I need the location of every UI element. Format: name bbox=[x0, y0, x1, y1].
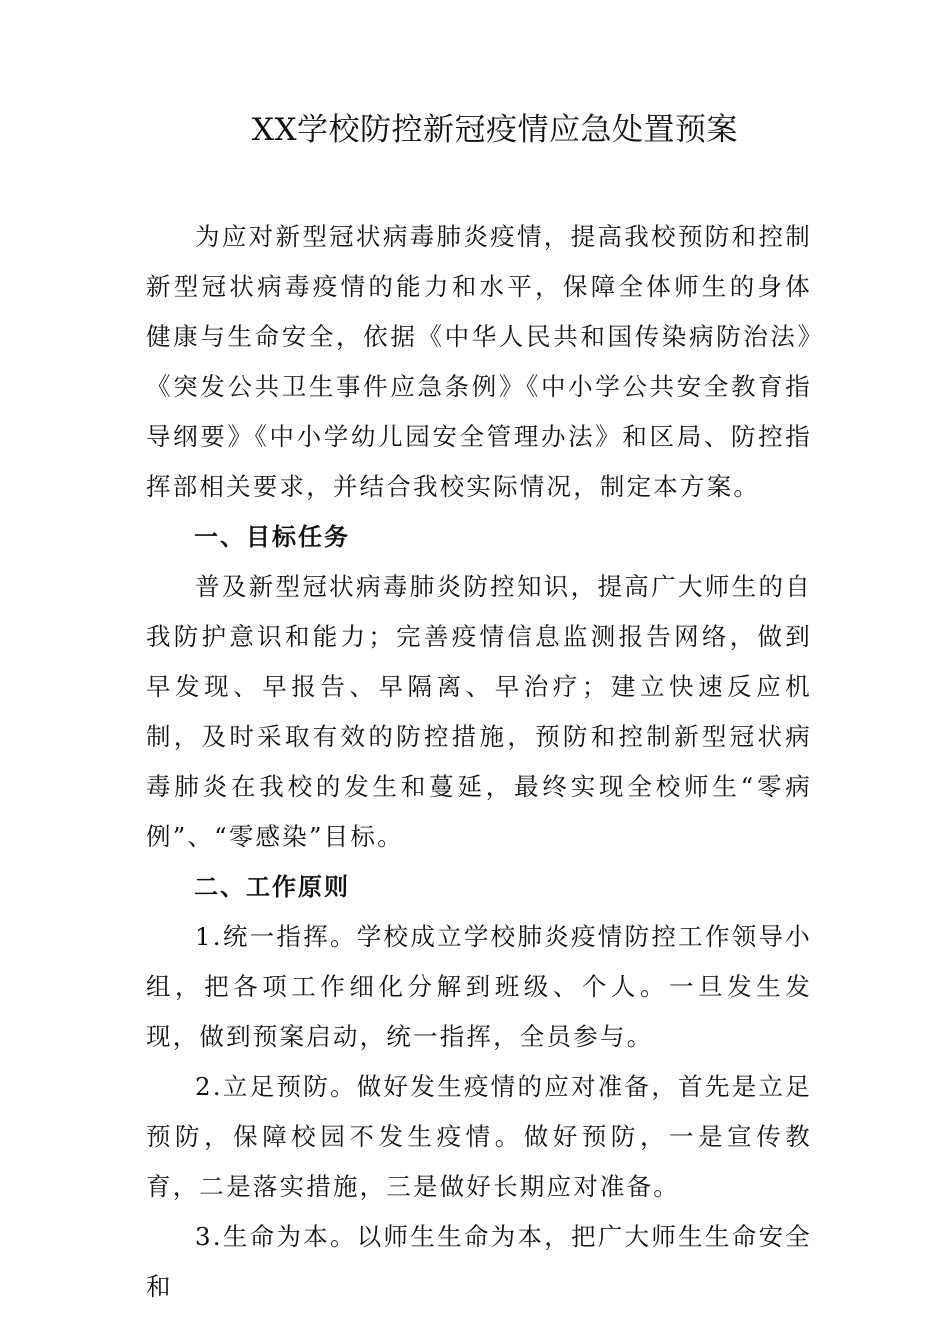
principle-item-prevention: 2.立足预防。做好发生疫情的应对准备，首先是立足预防，保障校园不发生疫情。做好预防，一是宣传教育，二是落实措施，三是做好长期应对准备。 bbox=[146, 1072, 812, 1201]
intro-paragraph: 为应对新型冠状病毒肺炎疫情，提高我校预防和控制新型冠状病毒疫情的能力和水平，保障全体师生的身体健康与生命安全，依据《中华人民共和国传染病防治法》《突发公共卫生事件应急条例》《中小学公共安全教育指导纲要》《中小学幼儿园安全管理办法》和区局、防控指挥部相关要求，并结合我校实际情况，制定本方案。 bbox=[146, 222, 812, 501]
principle-item-life-first: 3.生命为本。以师生生命为本，把广大师生生命安全和 bbox=[146, 1222, 812, 1301]
document-title: XX学校防控新冠疫情应急处置预案 bbox=[251, 112, 739, 148]
principle-item-unified-command: 1.统一指挥。学校成立学校肺炎疫情防控工作领导小组，把各项工作细化分解到班级、个人。一旦发生发现，做到预案启动，统一指挥，全员参与。 bbox=[146, 922, 812, 1051]
section-heading-principles: 二、工作原则 bbox=[194, 873, 350, 901]
document-body bbox=[146, 212, 812, 1312]
section-heading-goals: 一、目标任务 bbox=[194, 523, 350, 551]
goals-paragraph: 普及新型冠状病毒肺炎防控知识，提高广大师生的自我防护意识和能力；完善疫情信息监测报告网络，做到早发现、早报告、早隔离、早治疗；建立快速反应机制，及时采取有效的防控措施，预防和控制新型冠状病毒肺炎在我校的发生和蔓延，最终实现全校师生“零病例”、“零感染”目标。 bbox=[146, 572, 812, 851]
